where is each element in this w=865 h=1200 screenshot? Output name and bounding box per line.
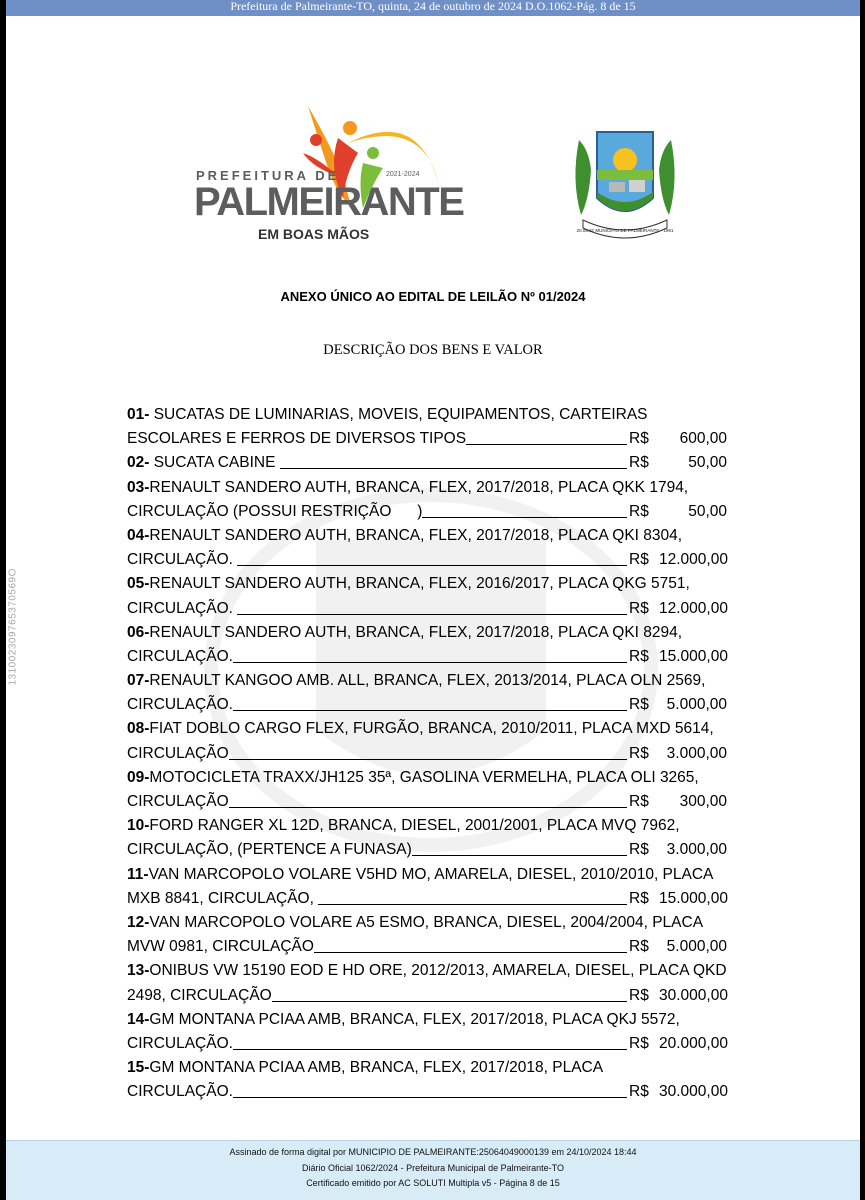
list-item (127, 572, 727, 620)
item-value: 5.000,00 (666, 696, 727, 714)
item-description-cont: CIRCULAÇÃO (POSSUI RESTRIÇÃO ) (127, 502, 423, 520)
item-description: RENAULT SANDERO AUTH, BRANCA, FLEX, 2017/2018, PLACA QKK 1794, (149, 478, 689, 496)
item-number: 01- (127, 406, 150, 423)
blank-line (412, 838, 627, 856)
list-item (127, 524, 727, 572)
item-description-cont: MVW 0981, CIRCULAÇÃO (127, 938, 314, 956)
item-description-cont: CIRCULAÇÃO (127, 793, 229, 810)
item-description-cont: MXB 8841, CIRCULAÇÃO, (127, 889, 319, 907)
item-value: 20.000,00 (659, 1034, 728, 1052)
logo-prefeitura-text: PREFEITURA DE (196, 168, 340, 183)
item-description-cont: CIRCULAÇÃO. (127, 599, 238, 617)
item-value: 12.000,00 (659, 599, 728, 617)
currency-label: R$ (629, 889, 649, 907)
item-number: 12- (127, 913, 150, 931)
item-description: FIAT DOBLO CARGO FLEX, FURGÃO, BRANCA, 2010/2011, PLACA MXD 5614, (149, 720, 714, 738)
blank-line (229, 790, 627, 808)
list-item (127, 621, 727, 669)
item-number: 08- (127, 720, 150, 738)
annex-title: ANEXO ÚNICO AO EDITAL DE LEILÃO Nº 01/2024 (280, 289, 586, 304)
blank-line (233, 645, 627, 663)
item-number: 04- (127, 526, 150, 544)
logo-years-text: 2021-2024 (386, 171, 420, 178)
item-description: VAN MARCOPOLO VOLARE V5HD MO, AMARELA, DIESEL, 2010/2010, PLACA (148, 865, 714, 883)
blank-line (422, 500, 627, 518)
item-description-cont: CIRCULAÇÃO. (127, 1034, 233, 1052)
blank-line (233, 1080, 627, 1098)
item-number: 14- (127, 1010, 150, 1028)
item-description: FORD RANGER XL 12D, BRANCA, DIESEL, 2001/2001, PLACA MVQ 7962, (149, 817, 680, 835)
item-number: 03- (127, 478, 150, 496)
currency-label: R$ (629, 696, 649, 714)
annex-subtitle: DESCRIÇÃO DOS BENS E VALOR (323, 342, 543, 358)
item-value: 5.000,00 (666, 938, 727, 956)
item-description-cont: CIRCULAÇÃO, (PERTENCE A FUNASA) (127, 841, 412, 859)
blank-line (314, 935, 627, 953)
footer-certificate-line: Certificado emitido por AC SOLUTI Multipla v5 - Página 8 de 15 (306, 1178, 560, 1188)
list-item (127, 1056, 727, 1104)
blank-line (233, 693, 627, 711)
item-value: 15.000,00 (659, 889, 728, 907)
list-item (127, 669, 727, 717)
item-value: 3.000,00 (666, 841, 727, 859)
item-value: 50,00 (688, 502, 727, 520)
list-item (127, 451, 727, 475)
blank-line (233, 1032, 627, 1050)
item-description-cont: CIRCULAÇÃO. (127, 1083, 233, 1101)
item-number: 05- (127, 575, 150, 593)
currency-label: R$ (629, 841, 649, 859)
currency-label: R$ (629, 502, 649, 520)
item-number: 10- (127, 817, 150, 835)
side-document-id: 131002309765370569O (7, 568, 19, 686)
currency-label: R$ (629, 793, 649, 810)
item-description-cont: ESCOLARES E FERROS DE DIVERSOS TIPOS (127, 430, 467, 448)
item-number: 11- (127, 865, 149, 883)
currency-label: R$ (629, 744, 649, 762)
item-description-cont: CIRCULAÇÃO. (127, 647, 233, 665)
blank-line (272, 984, 627, 1002)
list-item (127, 766, 727, 814)
item-value: 300,00 (679, 793, 727, 810)
currency-label: R$ (629, 938, 649, 956)
list-item (127, 911, 727, 959)
digital-signature-footer (6, 1140, 860, 1200)
item-description: RENAULT SANDERO AUTH, BRANCA, FLEX, 2017/2018, PLACA QKI 8304, (149, 526, 683, 544)
item-number: 13- (127, 962, 150, 980)
item-description: SUCATA CABINE (149, 454, 280, 472)
currency-label: R$ (629, 647, 649, 665)
blank-line (237, 548, 627, 566)
item-value: 15.000,00 (659, 647, 728, 665)
list-item (127, 814, 727, 862)
item-number: 06- (127, 623, 150, 641)
item-description: VAN MARCOPOLO VOLARE A5 ESMO, BRANCA, DIESEL, 2004/2004, PLACA (149, 913, 704, 931)
list-item (127, 403, 727, 451)
item-description: GM MONTANA PCIAA AMB, BRANCA, FLEX, 2017/2018, PLACA QKJ 5572, (149, 1010, 680, 1028)
list-item (127, 476, 727, 524)
item-value: 50,00 (688, 454, 727, 472)
logo-name-text: PALMEIRANTE (194, 180, 464, 224)
items-list (127, 403, 727, 1104)
currency-label: R$ (629, 599, 649, 617)
document-page (6, 0, 860, 1200)
blank-line (280, 451, 627, 469)
list-item (127, 1008, 727, 1056)
item-description: MOTOCICLETA TRAXX/JH125 35ª, GASOLINA VERMELHA, PLACA OLI 3265, (149, 768, 699, 786)
prefeitura-logo (188, 98, 464, 248)
item-description-cont: CIRCULAÇÃO. (127, 696, 233, 714)
item-description: SUCATAS DE LUMINARIAS, MOVEIS, EQUIPAMENTOS, CARTEIRAS (149, 406, 648, 423)
item-description: RENAULT SANDERO AUTH, BRANCA, FLEX, 2016/2017, PLACA QKG 5751, (149, 575, 690, 593)
item-value: 12.000,00 (659, 551, 728, 569)
item-description-cont: 2498, CIRCULAÇÃO (127, 986, 272, 1004)
currency-label: R$ (629, 986, 649, 1004)
item-number: 07- (127, 672, 150, 690)
list-item (127, 863, 727, 911)
item-value: 30.000,00 (659, 1083, 728, 1101)
footer-gazette-line: Diário Oficial 1062/2024 - Prefeitura Municipal de Palmeirante-TO (302, 1162, 564, 1173)
item-value: 3.000,00 (666, 744, 727, 762)
item-description-cont: CIRCULAÇÃO. (127, 551, 238, 569)
coat-of-arms-icon (569, 120, 681, 246)
item-description: GM MONTANA PCIAA AMB, BRANCA, FLEX, 2017/2018, PLACA (149, 1059, 604, 1077)
currency-label: R$ (629, 430, 649, 448)
list-item (127, 717, 727, 765)
seal-ring-text: 20.08.91 MUNICÍPIO DE PALMEIRANTE - 1991 (576, 228, 674, 233)
item-description: RENAULT KANGOO AMB. ALL, BRANCA, FLEX, 2013/2014, PLACA OLN 2569, (149, 672, 706, 690)
currency-label: R$ (629, 1083, 649, 1101)
item-value: 600,00 (679, 430, 727, 448)
item-value: 30.000,00 (659, 986, 728, 1004)
currency-label: R$ (629, 1034, 649, 1052)
item-number: 15- (127, 1059, 150, 1077)
blank-line (237, 597, 627, 615)
item-number: 02- (127, 454, 150, 472)
footer-signature-line: Assinado de forma digital por MUNICIPIO DE PALMEIRANTE:25064049000139 em 24/10/2024 18:44 (229, 1147, 637, 1157)
currency-label: R$ (629, 551, 649, 569)
gazette-header-bar: Prefeitura de Palmeirante-TO, quinta, 24 de outubro de 2024 D.O.1062-Pág. 8 de 15 (6, 0, 860, 16)
currency-label: R$ (629, 454, 649, 472)
item-description: ONIBUS VW 15190 EOD E HD ORE, 2012/2013, AMARELA, DIESEL, PLACA QKD (149, 962, 727, 980)
municipal-seal (569, 120, 681, 246)
blank-line (229, 742, 627, 760)
item-description: RENAULT SANDERO AUTH, BRANCA, FLEX, 2017/2018, PLACA QKI 8294, (149, 623, 683, 641)
blank-line (466, 427, 627, 445)
item-description-cont: CIRCULAÇÃO (127, 744, 229, 762)
list-item (127, 959, 727, 1007)
logo-slogan-text: EM BOAS MÃOS (258, 226, 370, 242)
item-number: 09- (127, 768, 150, 786)
blank-line (318, 887, 627, 905)
